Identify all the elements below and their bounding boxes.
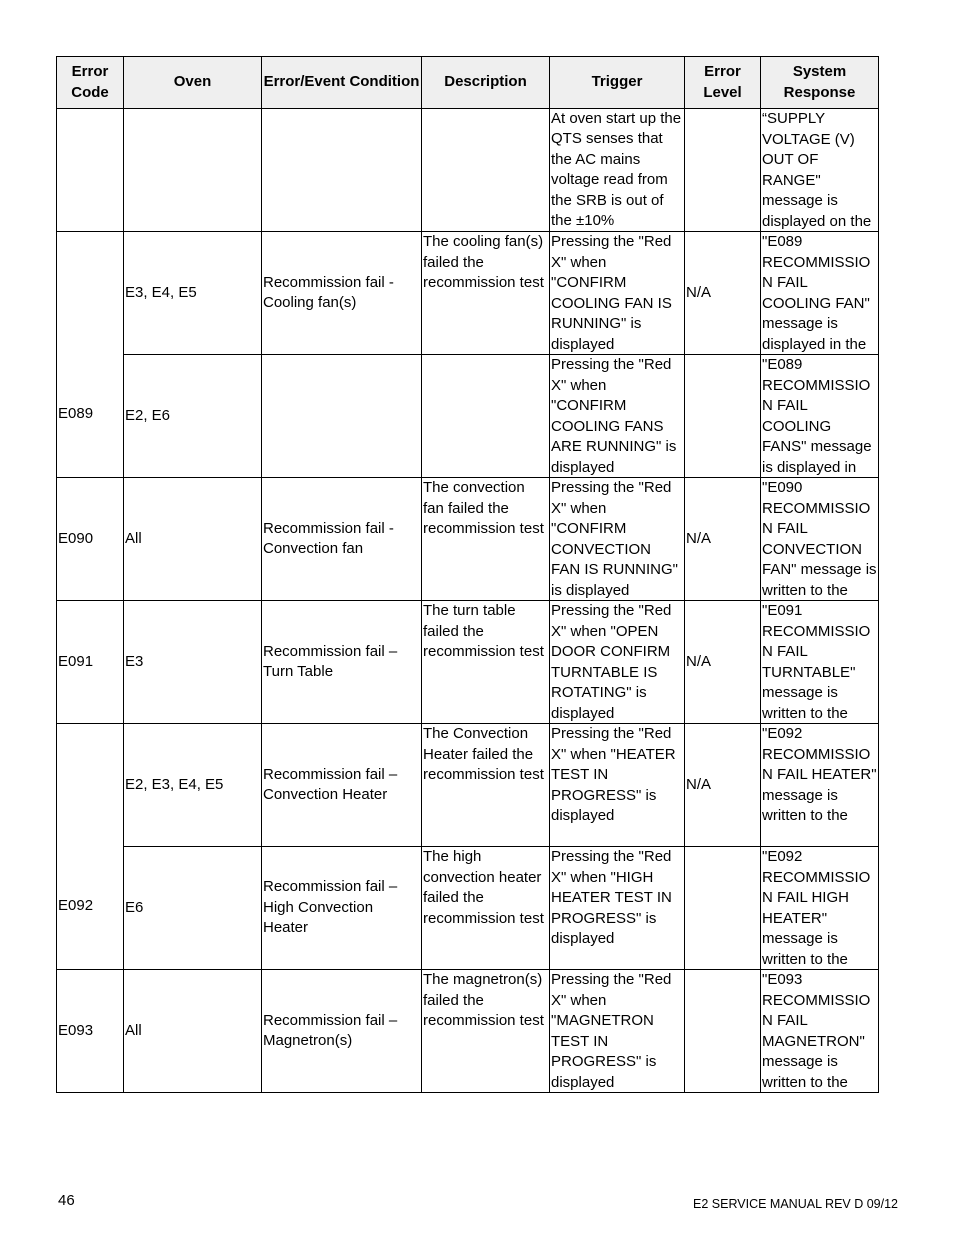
response-text: "E092 RECOMMISSIO N FAIL HIGH HEATER" message is written to the bbox=[762, 848, 871, 968]
cell-level bbox=[685, 847, 761, 970]
table-row bbox=[57, 601, 879, 724]
cell-oven bbox=[124, 109, 262, 232]
cell-oven bbox=[124, 970, 262, 1093]
table-row bbox=[57, 478, 879, 601]
level-text: N/A bbox=[686, 529, 712, 547]
trigger-text: At oven start up the QTS senses that the AC mains voltage read from the SRB is out of the ±10% bbox=[551, 109, 682, 229]
oven-text: All bbox=[125, 1021, 142, 1039]
cell-response bbox=[761, 724, 879, 847]
cell-oven bbox=[124, 478, 262, 601]
trigger-text: Pressing the "Red X" when "HIGH HEATER TEST IN PROGRESS" is displayed bbox=[551, 848, 672, 947]
header-error-level: Error Level bbox=[685, 57, 761, 109]
cell-condition bbox=[262, 970, 422, 1093]
response-text: "E091 RECOMMISSIO N FAIL TURNTABLE" message is written to the bbox=[762, 602, 871, 722]
cell-level bbox=[685, 601, 761, 724]
oven-text: E3 bbox=[125, 652, 144, 670]
trigger-text: Pressing the "Red X" when "MAGNETRON TEST IN PROGRESS" is displayed bbox=[551, 971, 672, 1091]
cell-oven bbox=[124, 724, 262, 847]
manual-footer: E2 SERVICE MANUAL REV D 09/12 bbox=[693, 1197, 898, 1211]
cell-condition bbox=[262, 724, 422, 847]
response-text: "E093 RECOMMISSIO N FAIL MAGNETRON" message is written to the bbox=[762, 971, 871, 1091]
trigger-text: Pressing the "Red X" when "CONFIRM COOLING FANS ARE RUNNING" is displayed bbox=[551, 356, 677, 476]
error-code-table bbox=[56, 56, 879, 1093]
condition-text: Recommission fail - Cooling fan(s) bbox=[263, 273, 394, 311]
cell-condition bbox=[262, 109, 422, 232]
cell-trigger bbox=[550, 601, 685, 724]
condition-text: Recommission fail – High Convection Heater bbox=[263, 878, 398, 937]
cell-response bbox=[761, 970, 879, 1093]
oven-text: E2, E6 bbox=[125, 406, 171, 424]
level-text: N/A bbox=[686, 283, 712, 301]
cell-level bbox=[685, 355, 761, 478]
cell-description bbox=[422, 847, 550, 970]
cell-description bbox=[422, 970, 550, 1093]
header-condition: Error/Event Condition bbox=[262, 57, 422, 109]
condition-text: Recommission fail – Magnetron(s) bbox=[263, 1011, 398, 1049]
trigger-text: Pressing the "Red X" when "CONFIRM CONVECTION FAN IS RUNNING" is displayed bbox=[551, 479, 679, 599]
cell-trigger bbox=[550, 847, 685, 970]
trigger-text: Pressing the "Red X" when "CONFIRM COOLING FAN IS RUNNING" is displayed bbox=[551, 233, 672, 353]
cell-description bbox=[422, 478, 550, 601]
level-text: N/A bbox=[686, 652, 712, 670]
cell-condition bbox=[262, 232, 422, 355]
code-text: E093 bbox=[58, 1021, 94, 1039]
description-text: The convection fan failed the recommission test bbox=[423, 479, 544, 537]
cell-condition bbox=[262, 601, 422, 724]
description-text: The Convection Heater failed the recommission test bbox=[423, 725, 544, 783]
trigger-text: Pressing the "Red X" when "OPEN DOOR CONFIRM TURNTABLE IS ROTATING" is displayed bbox=[551, 602, 672, 722]
cell-code bbox=[57, 601, 124, 724]
cell-trigger bbox=[550, 970, 685, 1093]
description-text: The cooling fan(s) failed the recommission test bbox=[423, 233, 544, 291]
cell-level bbox=[685, 970, 761, 1093]
cell-code bbox=[57, 109, 124, 232]
cell-oven bbox=[124, 355, 262, 478]
header-trigger: Trigger bbox=[550, 57, 685, 109]
cell-response bbox=[761, 232, 879, 355]
condition-text: Recommission fail - Convection fan bbox=[263, 519, 394, 557]
condition-text: Recommission fail – Turn Table bbox=[263, 642, 398, 680]
description-text: The high convection heater failed the recommission test bbox=[423, 848, 544, 927]
cell-response bbox=[761, 355, 879, 478]
cell-response bbox=[761, 109, 879, 232]
cell-description bbox=[422, 601, 550, 724]
cell-oven bbox=[124, 601, 262, 724]
level-text: N/A bbox=[686, 775, 712, 793]
oven-text: E6 bbox=[125, 898, 144, 916]
cell-trigger bbox=[550, 478, 685, 601]
cell-level bbox=[685, 232, 761, 355]
table-row bbox=[57, 355, 879, 478]
description-text: The turn table failed the recommission test bbox=[423, 602, 544, 660]
cell-description bbox=[422, 724, 550, 847]
cell-level bbox=[685, 478, 761, 601]
response-text: "E092 RECOMMISSIO N FAIL HEATER" message is written to the bbox=[762, 725, 877, 824]
header-system-response: System Response bbox=[761, 57, 879, 109]
cell-code: E089 bbox=[57, 232, 124, 478]
code-text: E091 bbox=[58, 652, 94, 670]
table-row bbox=[57, 847, 879, 970]
cell-trigger bbox=[550, 109, 685, 232]
cell-oven bbox=[124, 232, 262, 355]
cell-trigger bbox=[550, 724, 685, 847]
header-oven: Oven bbox=[124, 57, 262, 109]
cell-response bbox=[761, 601, 879, 724]
table-header-row bbox=[57, 57, 879, 109]
cell-condition bbox=[262, 478, 422, 601]
header-error-code: Error Code bbox=[57, 57, 124, 109]
code-text: E090 bbox=[58, 529, 94, 547]
table-row bbox=[57, 724, 879, 847]
response-text: “SUPPLY VOLTAGE (V) OUT OF RANGE" message is displayed on the bbox=[762, 110, 872, 230]
header-description: Description bbox=[422, 57, 550, 109]
oven-text: E3, E4, E5 bbox=[125, 283, 197, 301]
description-text: The magnetron(s) failed the recommission test bbox=[423, 971, 544, 1029]
cell-description bbox=[422, 355, 550, 478]
table-row bbox=[57, 109, 879, 232]
condition-text: Recommission fail – Convection Heater bbox=[263, 765, 398, 803]
table-row bbox=[57, 970, 879, 1093]
cell-code bbox=[57, 970, 124, 1093]
cell-level bbox=[685, 109, 761, 232]
cell-condition bbox=[262, 355, 422, 478]
cell-oven bbox=[124, 847, 262, 970]
cell-description bbox=[422, 232, 550, 355]
cell-response bbox=[761, 478, 879, 601]
cell-description bbox=[422, 109, 550, 232]
oven-text: All bbox=[125, 529, 142, 547]
response-text: "E089 RECOMMISSIO N FAIL COOLING FANS" message is displayed in bbox=[762, 356, 872, 476]
page-number: 46 bbox=[58, 1192, 75, 1209]
trigger-text: Pressing the "Red X" when "HEATER TEST IN PROGRESS" is displayed bbox=[551, 725, 676, 824]
response-text: "E089 RECOMMISSIO N FAIL COOLING FAN" message is displayed in the bbox=[762, 233, 871, 353]
cell-code bbox=[57, 478, 124, 601]
cell-trigger bbox=[550, 232, 685, 355]
cell-trigger bbox=[550, 355, 685, 478]
table-row bbox=[57, 232, 879, 355]
cell-level bbox=[685, 724, 761, 847]
cell-condition bbox=[262, 847, 422, 970]
response-text: "E090 RECOMMISSIO N FAIL CONVECTION FAN" message is written to the bbox=[762, 479, 877, 599]
cell-code: E092 bbox=[57, 724, 124, 970]
oven-text: E2, E3, E4, E5 bbox=[125, 775, 224, 793]
cell-response bbox=[761, 847, 879, 970]
